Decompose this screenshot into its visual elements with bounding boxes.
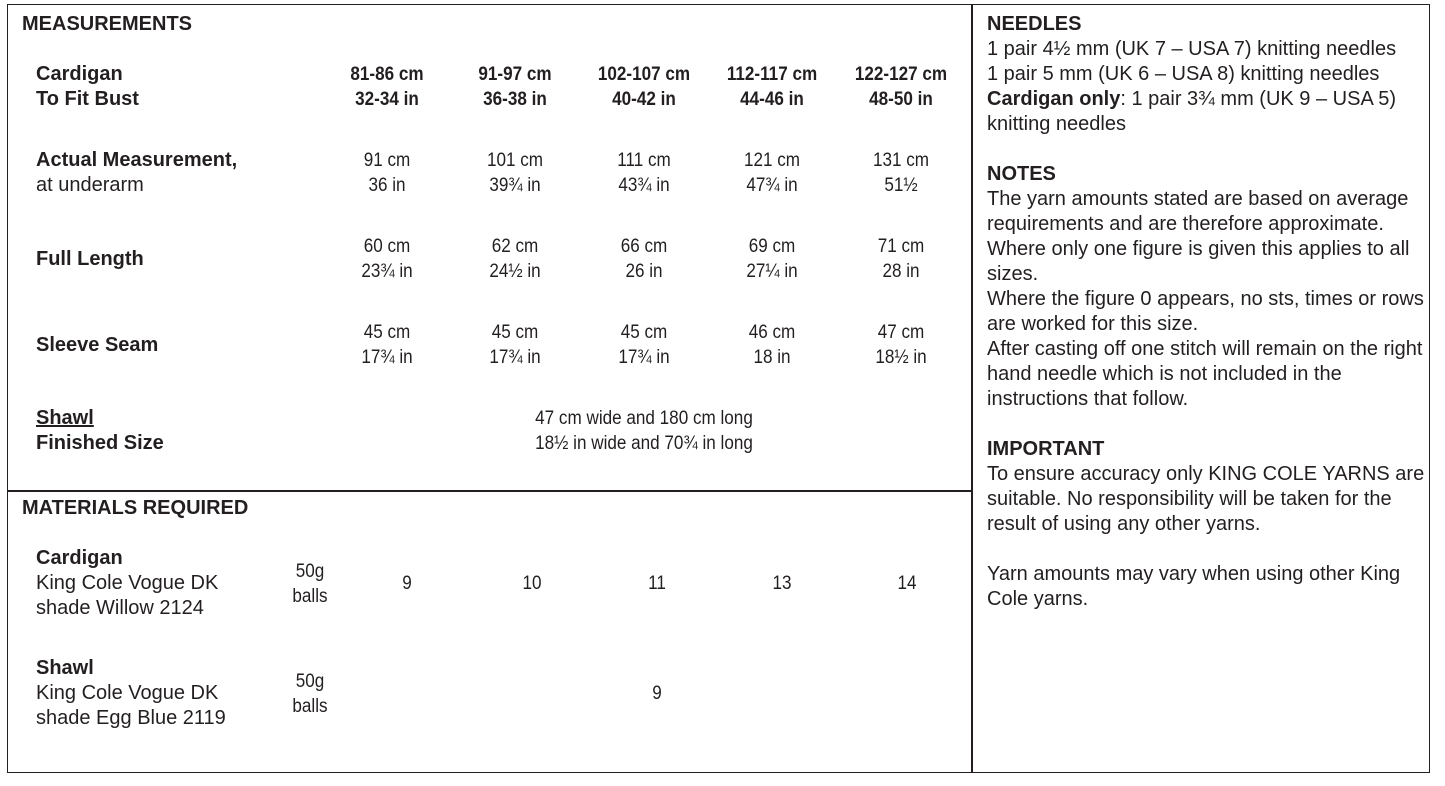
ball-unit: balls <box>292 696 328 717</box>
materials-heading: MATERIALS REQUIRED <box>22 497 249 519</box>
value-cm: 60 cm <box>363 236 411 257</box>
value-cm: 45 cm <box>363 322 411 343</box>
value-in: 23¾ in <box>361 261 413 282</box>
size-cm: 81-86 cm <box>350 64 424 85</box>
value-cm: 71 cm <box>877 236 925 257</box>
shawl-size-cm: 47 cm wide and 180 cm long <box>535 408 753 429</box>
size-cm: 112-117 cm <box>726 64 818 85</box>
cardigan-yarn-shade: shade Willow 2124 <box>36 597 204 619</box>
needles-line-3 <box>987 87 1427 137</box>
column-divider <box>971 4 973 773</box>
notes-paragraph: After casting off one stitch will remain on the right hand needle which is not included in the instructions that follow. <box>987 338 1423 410</box>
ball-weight: 50g <box>295 561 325 582</box>
shawl-label: Shawl <box>36 407 94 429</box>
value-in: 47¾ in <box>746 175 798 196</box>
measurements-heading: MEASUREMENTS <box>22 13 193 35</box>
cardigan-yarn-label: Cardigan <box>36 547 123 569</box>
shawl-size-in: 18½ in wide and 70¾ in long <box>535 433 753 454</box>
needles-line-1: 1 pair 4½ mm (UK 7 – USA 7) knitting needles <box>987 38 1397 60</box>
shawl-yarn-name: King Cole Vogue DK <box>36 682 219 704</box>
value-in: 24½ in <box>489 261 541 282</box>
section-divider <box>7 490 972 492</box>
ball-unit: balls <box>292 586 328 607</box>
needles-line-2: 1 pair 5 mm (UK 6 – USA 8) knitting needles <box>987 63 1380 85</box>
ball-count: 11 <box>648 573 666 594</box>
notes-heading: NOTES <box>987 163 1056 185</box>
value-in: 27¼ in <box>746 261 798 282</box>
notes-paragraph: Where the figure 0 appears, no sts, times or rows are worked for this size. <box>987 288 1424 335</box>
notes-paragraph: The yarn amounts stated are based on average requirements and are therefore approximate. <box>987 188 1409 235</box>
value-cm: 66 cm <box>620 236 668 257</box>
size-in: 36-38 in <box>483 89 547 110</box>
important-paragraph: To ensure accuracy only KING COLE YARNS are suitable. No responsibility will be taken for the result of using any other yarns. <box>987 463 1425 535</box>
value-cm: 131 cm <box>872 150 930 171</box>
value-in: 18 in <box>753 347 791 368</box>
value-in: 17¾ in <box>361 347 413 368</box>
needles-heading: NEEDLES <box>987 13 1082 35</box>
cardigan-label: Cardigan <box>36 63 123 85</box>
ball-count: 9 <box>402 573 412 594</box>
actual-measurement-label: Actual Measurement, <box>36 149 238 171</box>
value-in: 43¾ in <box>618 175 670 196</box>
info-column <box>987 12 1427 612</box>
cardigan-only-label: Cardigan only <box>987 88 1121 110</box>
value-cm: 69 cm <box>748 236 796 257</box>
size-cm: 102-107 cm <box>597 64 691 85</box>
size-in: 32-34 in <box>355 89 419 110</box>
size-cm: 122-127 cm <box>854 64 948 85</box>
cardigan-only-text: : 1 pair 3¾ mm (UK 9 – USA 5) knitting needles <box>987 88 1397 135</box>
finished-size-label: Finished Size <box>36 432 164 454</box>
important-heading: IMPORTANT <box>987 438 1105 460</box>
size-cm: 91-97 cm <box>478 64 552 85</box>
size-in: 48-50 in <box>869 89 933 110</box>
value-in: 18½ in <box>875 347 927 368</box>
value-in: 51½ <box>884 175 918 196</box>
ball-count: 10 <box>522 573 542 594</box>
ball-count: 13 <box>772 573 792 594</box>
value-cm: 111 cm <box>617 150 671 171</box>
value-cm: 101 cm <box>486 150 544 171</box>
value-cm: 45 cm <box>620 322 668 343</box>
sleeve-seam-label: Sleeve Seam <box>36 334 159 356</box>
value-in: 39¾ in <box>489 175 541 196</box>
cardigan-yarn-name: King Cole Vogue DK <box>36 572 219 594</box>
size-in: 40-42 in <box>612 89 676 110</box>
value-in: 36 in <box>368 175 406 196</box>
full-length-label: Full Length <box>36 248 144 270</box>
value-cm: 46 cm <box>748 322 796 343</box>
value-cm: 121 cm <box>743 150 801 171</box>
shawl-yarn-label: Shawl <box>36 657 94 679</box>
value-in: 17¾ in <box>489 347 541 368</box>
value-in: 28 in <box>882 261 920 282</box>
ball-count: 14 <box>897 573 917 594</box>
actual-measurement-sublabel: at underarm <box>36 174 144 196</box>
important-paragraph: Yarn amounts may vary when using other King Cole yarns. <box>987 563 1401 610</box>
value-cm: 91 cm <box>363 150 411 171</box>
ball-count: 9 <box>652 683 662 704</box>
fit-bust-label: To Fit Bust <box>36 88 139 110</box>
ball-weight: 50g <box>295 671 325 692</box>
value-in: 26 in <box>625 261 663 282</box>
value-cm: 45 cm <box>491 322 539 343</box>
value-in: 17¾ in <box>618 347 670 368</box>
shawl-yarn-shade: shade Egg Blue 2119 <box>36 707 226 729</box>
size-in: 44-46 in <box>740 89 804 110</box>
value-cm: 62 cm <box>491 236 539 257</box>
value-cm: 47 cm <box>877 322 925 343</box>
notes-paragraph: Where only one figure is given this applies to all sizes. <box>987 238 1410 285</box>
